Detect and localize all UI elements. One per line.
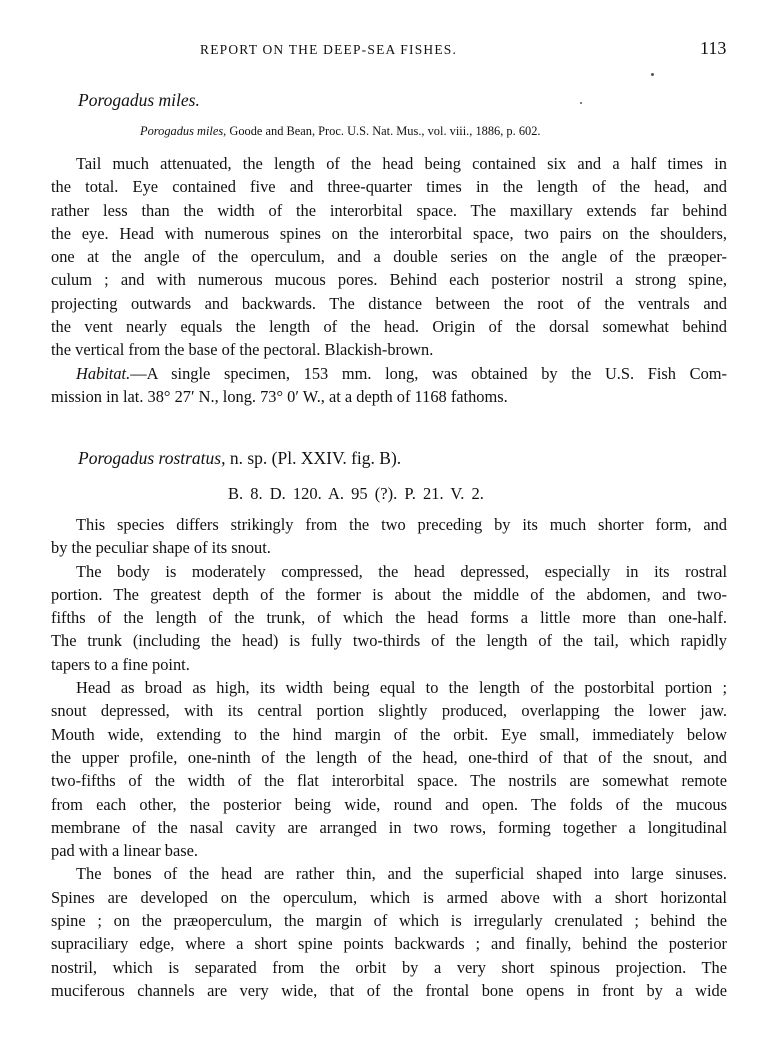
text-line: from each other, the posterior being wide, round and open. The folds of the mucous	[51, 794, 727, 814]
text-line: snout depressed, with its central portion slightly produced, overlapping the lower jaw.	[51, 701, 727, 721]
citation	[140, 124, 541, 139]
species-heading-porogadus-rostratus	[78, 448, 401, 469]
text-line: mission in lat. 38° 27′ N., long. 73° 0′ W., at a depth of 1168 fathoms.	[51, 386, 508, 406]
text-line: tapers to a fine point.	[51, 654, 190, 674]
habitat-line	[51, 362, 727, 385]
species-name: Porogadus rostratus,	[78, 448, 226, 468]
text-line: The trunk (including the head) is fully two-thirds of the length of the tail, which rapidly	[51, 631, 727, 651]
text-line: Mouth wide, extending to the hind margin of the orbit. Eye small, immediately below	[51, 724, 727, 744]
habitat-label: Habitat.	[76, 363, 131, 383]
text-line: The body is moderately compressed, the head depressed, especially in its rostral	[76, 561, 727, 581]
text-line: two-fifths of the width of the flat interorbital space. The nostrils are somewhat remote	[51, 771, 727, 791]
text-line: portion. The greatest depth of the former is about the middle of the abdomen, and two-	[51, 584, 727, 604]
stray-mark	[651, 73, 654, 76]
species1-description	[51, 152, 727, 408]
text-line: Head as broad as high, its width being equal to the length of the postorbital portion ;	[76, 678, 727, 698]
text-line: culum ; and with numerous mucous pores. Behind each posterior nostril a strong spine,	[51, 270, 727, 290]
text-line: the eye. Head with numerous spines on the interorbital space, two pairs on the shoulders,	[51, 223, 727, 243]
text-line: nostril, which is separated from the orbit by a very short spinous projection. The	[51, 957, 727, 977]
running-title: REPORT ON THE DEEP-SEA FISHES.	[200, 42, 458, 57]
fin-formula: B. 8. D. 120. A. 95 (?). P. 21. V. 2.	[228, 484, 484, 503]
species-heading-porogadus-miles: Porogadus miles.	[78, 90, 200, 110]
text-line: rather less than the width of the interorbital space. The maxillary extends far behind	[51, 200, 727, 220]
text-line: The bones of the head are rather thin, and the superficial shaped into large sinuses.	[76, 864, 727, 884]
text-line: Spines are developed on the operculum, which is armed above with a short horizontal	[51, 887, 727, 907]
text-line: the vertical from the base of the pectoral. Blackish-brown.	[51, 340, 434, 360]
citation-species-name: Porogadus miles,	[140, 124, 227, 138]
text-line: Tail much attenuated, the length of the head being contained six and a half times in	[76, 154, 727, 173]
page-number: 113	[700, 38, 727, 58]
text-line: fifths of the length of the trunk, of which the head forms a little more than one-half.	[51, 608, 727, 628]
text-line: membrane of the nasal cavity are arranged in two rows, forming together a longitudinal	[51, 817, 727, 837]
text-line: spine ; on the præoperculum, the margin of which is irregularly crenulated ; behind the	[51, 911, 727, 931]
text-line: one at the angle of the operculum, and a double series on the angle of the præoper-	[51, 247, 727, 267]
text-line: This species differs strikingly from the two preceding by its much shorter form, and	[76, 515, 727, 534]
text-line: the total. Eye contained five and three-quarter times in the length of the head, and	[51, 177, 727, 197]
text-line: the upper profile, one-ninth of the length of the head, one-third of that of the snout, and	[51, 747, 727, 767]
text-line: the vent nearly equals the length of the head. Origin of the dorsal somewhat behind	[51, 317, 727, 337]
text-line: projecting outwards and backwards. The distance between the root of the ventrals and	[51, 293, 727, 313]
text-line: by the peculiar shape of its snout.	[51, 538, 271, 558]
citation-text: Goode and Bean, Proc. U.S. Nat. Mus., vol. viii., 1886, p. 602.	[229, 124, 541, 138]
text-line: muciferous channels are very wide, that of the frontal bone opens in front by a wide	[51, 980, 727, 1000]
text-line: supraciliary edge, where a short spine points backwards ; and finally, behind the posterior	[51, 934, 727, 954]
species-name-suffix: n. sp. (Pl. XXIV. fig. B).	[229, 448, 402, 468]
species2-description	[51, 513, 727, 1002]
habitat-text: —A single specimen, 153 mm. long, was obtained by the U.S. Fish Com-	[130, 363, 727, 383]
stray-mark	[580, 102, 582, 104]
text-line: pad with a linear base.	[51, 841, 199, 861]
